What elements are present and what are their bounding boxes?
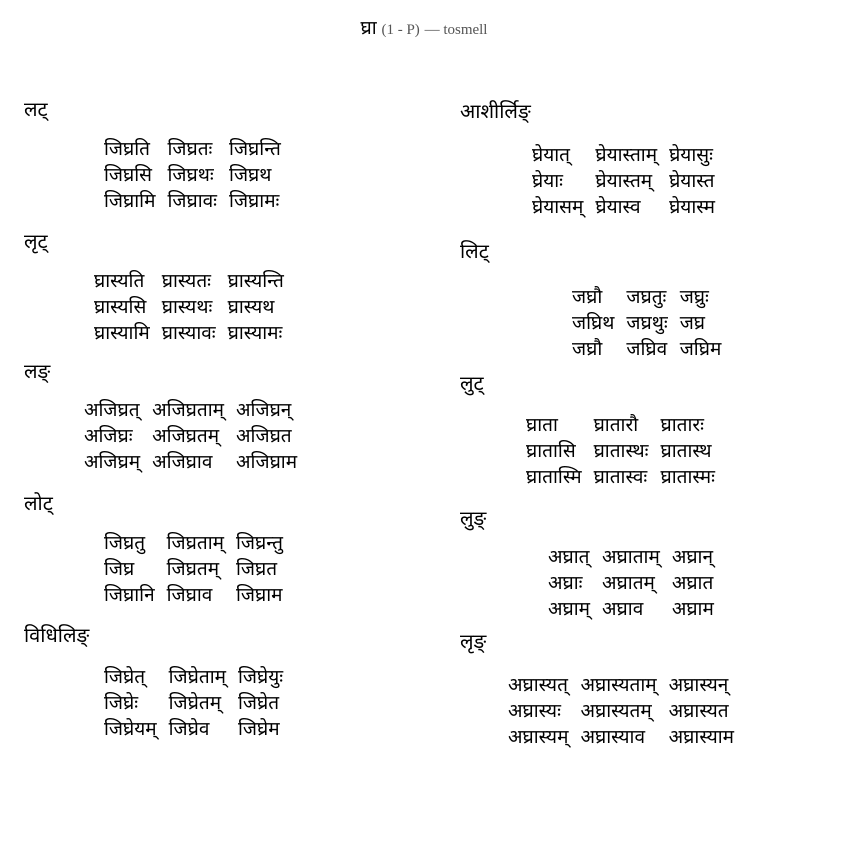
conjugation-table-lrn (508, 672, 746, 750)
form-cell: घ्रातास्थः (593, 440, 649, 462)
form-cell: अघ्रातम् (602, 572, 655, 594)
form-cell: जिघ्रसि (104, 164, 153, 186)
form-cell: जिघ्र (104, 558, 135, 580)
table-row (104, 188, 293, 214)
table-row (94, 268, 296, 294)
form-cell: अघ्रात् (548, 546, 590, 568)
lakara-heading-lat: लट् (24, 97, 48, 121)
form-cell: अघ्रास्यत् (508, 674, 568, 696)
conjugation-table-lit (572, 284, 733, 362)
lakara-heading-lrt: लृट् (24, 229, 48, 253)
form-cell: घ्रातास्वः (593, 466, 648, 488)
form-cell: जिघ्रतः (167, 138, 213, 160)
form-cell: घ्रेयास्तम् (595, 170, 653, 192)
table-row (532, 194, 727, 220)
form-cell: घ्रास्यथ (227, 296, 275, 318)
table-row (104, 162, 293, 188)
table-row (548, 570, 726, 596)
form-cell: घ्रास्यामः (227, 322, 283, 344)
form-cell: अजिघ्रन् (236, 399, 292, 421)
form-cell: घ्रातास्मि (526, 466, 582, 488)
root-verb: घ्रा (360, 17, 377, 39)
form-cell: घ्रास्यथः (161, 296, 213, 318)
form-cell: अघ्राः (548, 572, 583, 594)
form-cell: घ्रातारौ (593, 414, 639, 436)
table-row (104, 582, 295, 608)
form-cell: अघ्रास्यताम् (580, 674, 657, 696)
form-cell: अघ्रात (671, 572, 714, 594)
form-cell: जघ्रिव (626, 338, 668, 360)
form-cell: जिघ्रेम (238, 718, 280, 740)
form-cell: घ्रातारः (660, 414, 704, 436)
form-cell: जिघ्राव (166, 584, 213, 606)
conjugation-table-lan (84, 397, 309, 475)
table-row (572, 284, 733, 310)
form-cell: अघ्रास्याम (668, 726, 735, 748)
lakara-heading-vidhilin: विधिलिङ् (24, 623, 90, 647)
form-cell: जिघ्रन्तु (236, 532, 283, 554)
table-row (526, 464, 727, 490)
form-cell: अजिघ्रम् (84, 451, 141, 473)
table-row (94, 294, 296, 320)
table-row (84, 449, 309, 475)
form-cell: जिघ्रति (104, 138, 150, 160)
lakara-heading-ashirlin: आशीर्लिङ् (460, 99, 531, 123)
form-cell: घ्रास्यति (94, 270, 145, 292)
form-cell: घ्रातास्मः (660, 466, 715, 488)
table-row (548, 596, 726, 622)
table-row (532, 142, 727, 168)
table-row (508, 724, 746, 750)
form-cell: अघ्रान् (671, 546, 714, 568)
form-cell: घ्रेयात् (532, 144, 571, 166)
form-cell: घ्रास्यन्ति (227, 270, 284, 292)
form-cell: अघ्रास्यत (668, 700, 729, 722)
form-cell: घ्रेयाः (532, 170, 564, 192)
form-cell: जिघ्राम (236, 584, 283, 606)
table-row (104, 690, 295, 716)
form-cell: जिघ्रत (236, 558, 278, 580)
form-cell: जिघ्रतम् (166, 558, 220, 580)
table-row (572, 310, 733, 336)
lakara-heading-lun: लुङ् (460, 506, 487, 530)
form-cell: जिघ्रथ (229, 164, 272, 186)
conjugation-table-lun (548, 544, 726, 622)
form-cell: अजिघ्राव (152, 451, 213, 473)
conjugation-table-lrt (94, 268, 296, 346)
form-cell: अजिघ्रः (84, 425, 133, 447)
form-cell: जिघ्रामः (229, 190, 280, 212)
table-row (84, 397, 309, 423)
form-cell: अजिघ्रताम् (152, 399, 225, 421)
form-cell: घ्रास्यतः (161, 270, 211, 292)
form-cell: अघ्रास्यतम् (580, 700, 652, 722)
conjugation-table-vidhilin (104, 664, 295, 742)
form-cell: अघ्रास्यः (508, 700, 561, 722)
table-row (508, 672, 746, 698)
form-cell: जिघ्रताम् (166, 532, 225, 554)
form-cell: जिघ्रथः (167, 164, 214, 186)
form-cell: घ्रेयासुः (669, 144, 713, 166)
table-row (104, 530, 295, 556)
form-cell: जिघ्रतु (104, 532, 146, 554)
form-cell: जघ्र (679, 312, 706, 334)
lakara-heading-lrn: लृङ् (460, 629, 487, 653)
form-cell: घ्रेयास्म (669, 196, 716, 218)
lakara-heading-lan: लङ् (24, 359, 51, 383)
form-cell: अघ्राम (671, 598, 714, 620)
form-cell: अजिघ्रतम् (152, 425, 220, 447)
form-cell: अघ्रास्याव (580, 726, 646, 748)
table-row (526, 438, 727, 464)
form-cell: घ्रेयास्ताम् (595, 144, 658, 166)
form-cell: घ्रास्यामि (94, 322, 150, 344)
form-cell: घ्रेयास्व (595, 196, 641, 218)
form-cell: अघ्राव (602, 598, 644, 620)
form-cell: जिघ्रेत् (104, 666, 146, 688)
form-cell: जिघ्रामि (104, 190, 156, 212)
table-row (532, 168, 727, 194)
form-cell: घ्रास्यसि (94, 296, 147, 318)
form-cell: जघ्रथुः (626, 312, 668, 334)
form-cell: जिघ्रेः (104, 692, 139, 714)
form-cell: अजिघ्रत (236, 425, 292, 447)
table-row (548, 544, 726, 570)
verb-class: (1 - P) (381, 22, 420, 38)
conjugation-table-lat (104, 136, 293, 214)
form-cell: जघ्रुः (679, 286, 709, 308)
form-cell: घ्रातास्थ (660, 440, 712, 462)
form-cell: अजिघ्रत् (84, 399, 140, 421)
table-row (84, 423, 309, 449)
form-cell: जिघ्रन्ति (229, 138, 281, 160)
form-cell: जिघ्रेताम् (168, 666, 227, 688)
lakara-heading-lot: लोट् (24, 491, 53, 515)
form-cell: घ्रास्यावः (161, 322, 216, 344)
table-row (104, 716, 295, 742)
form-cell: जघ्रिथ (572, 312, 615, 334)
form-cell: जघ्रौ (572, 286, 603, 308)
table-row (94, 320, 296, 346)
form-cell: जिघ्रेयम् (104, 718, 157, 740)
conjugation-table-ashirlin (532, 142, 727, 220)
table-row (572, 336, 733, 362)
form-cell: घ्रेयास्त (669, 170, 715, 192)
table-row (104, 136, 293, 162)
conjugation-table-lot (104, 530, 295, 608)
verb-meaning: — tosmell (424, 22, 488, 38)
form-cell: जिघ्रावः (167, 190, 218, 212)
form-cell: अघ्राताम् (602, 546, 660, 568)
table-row (508, 698, 746, 724)
form-cell: अघ्रास्यन् (668, 674, 729, 696)
form-cell: जिघ्रेव (168, 718, 210, 740)
form-cell: जिघ्रेयुः (238, 666, 284, 688)
table-row (104, 556, 295, 582)
form-cell: जिघ्रेत (238, 692, 280, 714)
form-cell: घ्राता (526, 414, 558, 436)
table-row (526, 412, 727, 438)
form-cell: जिघ्रेतम् (168, 692, 222, 714)
conjugation-table-lut (526, 412, 727, 490)
lakara-heading-lit: लिट् (460, 239, 489, 263)
form-cell: जघ्रिम (679, 338, 722, 360)
form-cell: जघ्रौ (572, 338, 603, 360)
form-cell: जिघ्रानि (104, 584, 155, 606)
form-cell: घ्रातासि (526, 440, 576, 462)
form-cell: अघ्राम् (548, 598, 591, 620)
form-cell: अजिघ्राम (236, 451, 298, 473)
lakara-heading-lut: लुट् (460, 371, 484, 395)
table-row (104, 664, 295, 690)
form-cell: जघ्रतुः (626, 286, 667, 308)
form-cell: अघ्रास्यम् (508, 726, 569, 748)
form-cell: घ्रेयासम् (532, 196, 584, 218)
page-title (0, 16, 848, 42)
